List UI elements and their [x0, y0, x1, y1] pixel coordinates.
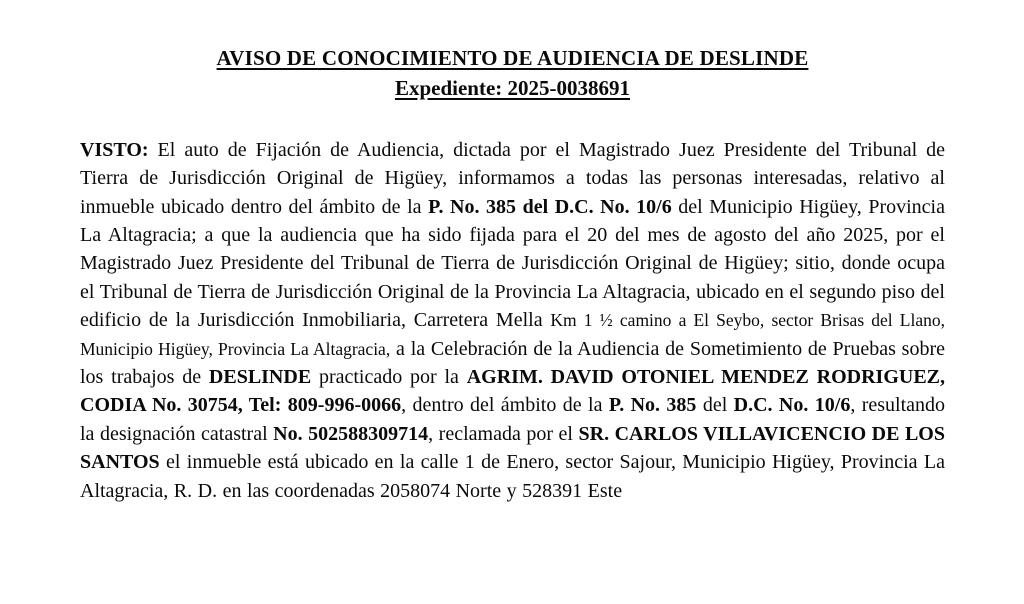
text-segment: practicado por la [311, 365, 467, 388]
notice-paragraph [80, 136, 945, 505]
text-segment: , dentro del ámbito de la [401, 394, 609, 417]
text-segment: a la Celebración de la Audiencia de Sometimiento de Pruebas sobre los trabajos de [80, 337, 945, 388]
bold-text-segment: SR. CARLOS VILLAVICENCIO DE LOS SANTOS [80, 422, 945, 474]
bold-text-segment: P. No. 385 [608, 394, 697, 417]
text-segment: , resultando la designación catastral [80, 394, 946, 445]
bold-text-segment: D.C. No. 10/6 [733, 394, 851, 417]
text-segment: , reclamada por el [428, 422, 579, 445]
bold-text-segment: No. 502588309714 [273, 422, 429, 445]
text-segment: el inmueble está ubicado en la calle 1 de Enero, sector Sajour, Municipio Higüey, Provincia La Altagracia, R. D. en las coordenadas 2058074 Norte y 528391 Este [80, 451, 945, 502]
text-segment: del Municipio Higüey, Provincia La Altagracia; a que la audiencia que ha sido fijada para el 20 del mes de agosto del año 2025, por el Magistrado Juez Presidente del Tribunal de Tierra de Jurisdicción Original de Higüey; sitio, donde ocupa el Tribunal de Tierra de Jurisdicción Original de la Provincia La Altagracia, ubicado en el segundo piso del edificio de la Jurisdicción Inmobiliaria, Carretera Mella [80, 195, 945, 332]
bold-text-segment: VISTO: [80, 138, 149, 161]
bold-text-segment: AGRIM. DAVID OTONIEL MENDEZ RODRIGUEZ, CODIA No. 30754, Tel: 809-996-0066 [80, 365, 945, 417]
bold-text-segment: P. No. 385 del D.C. No. 10/6 [428, 195, 672, 218]
document-header [80, 44, 945, 103]
bold-text-segment: DESLINDE [208, 365, 312, 388]
text-segment: El auto de Fijación de Audiencia, dictada por el Magistrado Juez Presidente del Tribunal de Tierra de Jurisdicción Original de Higüey, informamos a todas las personas interesadas, relativo al inmueble ubicado dentro del ámbito de la [80, 138, 945, 218]
document-title: AVISO DE CONOCIMIENTO DE AUDIENCIA DE DESLINDE [216, 46, 809, 70]
expediente-number: Expediente: 2025-0038691 [394, 76, 631, 101]
text-segment: del [696, 394, 734, 417]
text-segment: Km 1 ½ camino a El Seybo, sector Brisas del Llano, Municipio Higüey, Provincia La Altagracia, [80, 310, 946, 359]
